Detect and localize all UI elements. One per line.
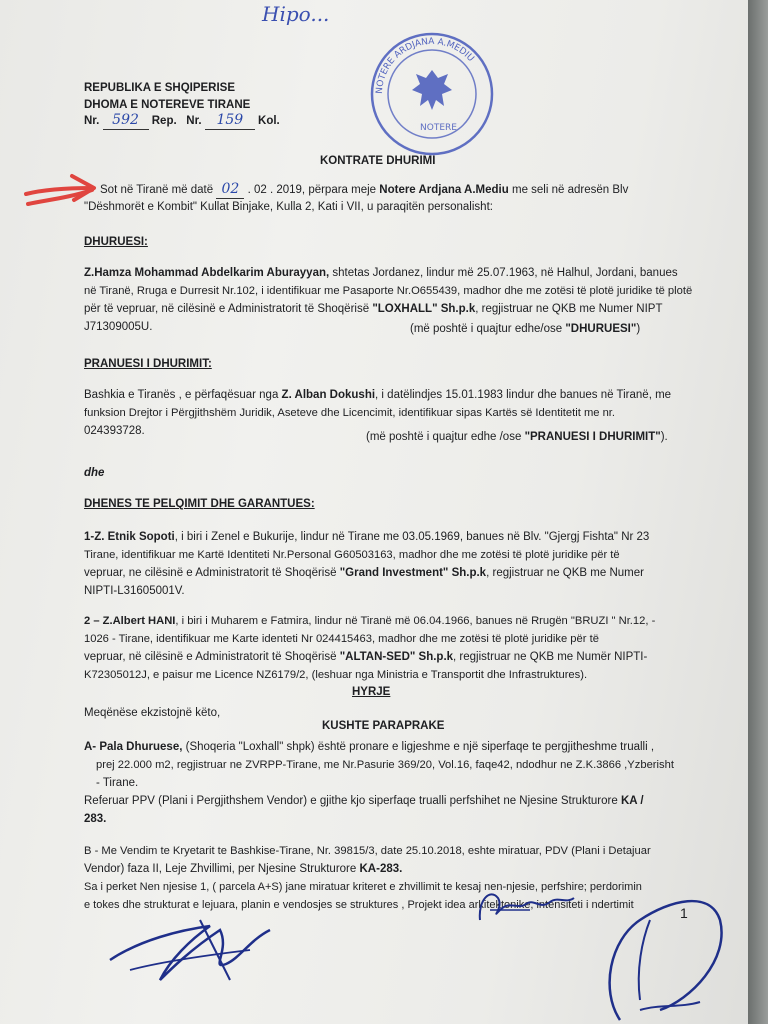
donor-line4: J71309005U. — [84, 321, 153, 333]
clause-a-line4: Referuar PPV (Plani i Pergjithshem Vendor) e gjithe kjo siperfaqe trualli perfshihet ne Njesine Strukturore KA / — [84, 795, 644, 807]
guarantor1-line3: vepruar, ne cilësinë e Administratorit të Shoqërisë "Grand Investment" Sh.p.k, regjistruar ne QKB me Numer — [84, 567, 644, 579]
clause-b-line1: B - Me Vendim te Kryetarit te Bashkise-Tirane, Nr. 39815/3, date 25.10.2018, eshte miratuar, PDV (Plani i Detajuar — [84, 845, 651, 857]
notary-name: Notere Ardjana A.Mediu — [379, 184, 509, 196]
donor-line3: për të vepruar, në cilësinë e Administratorit të Shoqërisë "LOXHALL" Sh.p.k, regjistruar ne QKB me Numer NIPT — [84, 303, 663, 315]
kol-label: Kol. — [258, 115, 280, 127]
recipient-line3: 024393728. — [84, 425, 145, 437]
section-hyrje: HYRJE — [352, 686, 391, 698]
recipient-heading: PRANUESI I DHURIMIT: — [84, 358, 212, 370]
stamp-bottom-text: NOTERE — [420, 123, 457, 133]
header-numbers — [84, 112, 280, 130]
recipient-line2: funksion Drejtor i Përgjithshëm Juridik, Aseteve dhe Licencimit, identifikuar sipas Kartës së Identitetit me nr. — [84, 407, 616, 419]
notary-stamp — [362, 26, 504, 162]
guarantors-heading: DHENES TE PELQIMIT DHE GARANTUES: — [84, 498, 315, 510]
guarantor1-line4: NIPTI-L31605001V. — [84, 585, 185, 597]
kol-value: 159 — [205, 112, 255, 130]
header-republic: REPUBLIKA E SHQIPERISE — [84, 82, 236, 94]
guarantor1-line2: Tirane, identifikuar me Kartë Identiteti Nr.Personal G60503163, madhor dhe me zotësi të plotë juridike për të — [84, 549, 620, 561]
intro-line1: Sot në Tiranë më datë 02 . 02 . 2019, përpara meje Notere Ardjana A.Mediu me seli në adresën Blv — [100, 181, 629, 197]
stamp-ring-text: NOTERE ARDJANA A.MEDIU — [374, 36, 476, 95]
donor-name: Z.Hamza Mohammad Abdelkarim Aburayyan, — [84, 267, 330, 279]
guarantor2-line2: 1026 - Tirane, identifikuar me Karte identeti Nr 024415463, madhor dhe me zotësi të plotë juridike për të — [84, 633, 599, 645]
paper-edge-shadow — [748, 0, 768, 1024]
document-title: KONTRATE DHURIMI — [320, 155, 436, 167]
page-number: 1 — [680, 905, 688, 921]
clause-a-line5: 283. — [84, 813, 107, 825]
clause-a-line2: prej 22.000 m2, regjistruar ne ZVRPP-Tirane, me Nr.Pasurie 369/20, Vol.16, faqe42, ndodhur ne Z.K.3866 ,Yzberisht — [96, 759, 674, 771]
recipient-alias: (më poshtë i quajtur edhe /ose "PRANUESI I DHURIMIT"). — [366, 431, 668, 443]
rep-label: Rep. — [151, 115, 177, 127]
intro-day: 02 — [216, 180, 244, 199]
signature-middle — [470, 880, 580, 930]
donor-alias: (më poshtë i quajtur edhe/ose "DHURUESI") — [410, 323, 641, 335]
clause-b-line2: Vendor) faza II, Leje Zhvillimi, per Njesine Strukturore KA-283. — [84, 863, 403, 875]
signature-right — [580, 880, 750, 1024]
guarantor2-line4: K72305012J, e paisur me Licence NZ6179/2, (leshuar nga Ministria e Transportit dhe Infrastruktures). — [84, 669, 588, 681]
donor-line1: Z.Hamza Mohammad Abdelkarim Aburayyan, shtetas Jordanez, lindur më 25.07.1963, në Halhul, Jordani, banues — [84, 267, 678, 279]
guarantor2-line3: vepruar, në cilësinë e Administratorit të Shoqërisë "ALTAN-SED" Sh.p.k, regjistruar ne QKB me Numër NIPTI- — [84, 651, 648, 663]
guarantor2-line1: 2 – Z.Albert HANI, i biri i Muharem e Fatmira, lindur në Tiranë më 06.04.1966, banues në Rrugën "BRUZI " Nr.12, - — [84, 615, 656, 627]
and-word: dhe — [84, 467, 105, 479]
intro-line2: "Dëshmorët e Kombit" Kullat Binjake, Kulla 2, Kati i VII, u paraqitën personalisht: — [84, 201, 493, 213]
signature-left — [100, 900, 300, 1000]
header-chamber: DHOMA E NOTEREVE TIRANE — [84, 99, 251, 111]
meqenese-line: Meqënëse ekzistojnë këto, — [84, 707, 221, 719]
recipient-line1: Bashkia e Tiranës , e përfaqësuar nga Z. Alban Dokushi, i datëlindjes 15.01.1983 lindur dhe banues në Tiranë, me — [84, 389, 672, 401]
donor-heading: DHURUESI: — [84, 236, 148, 248]
nr2-label: Nr. — [186, 115, 202, 127]
section-kushte: KUSHTE PARAPRAKE — [322, 720, 445, 732]
clause-a-line3: - Tirane. — [96, 777, 139, 789]
nr-label: Nr. — [84, 115, 100, 127]
clause-b-line3: Sa i perket Nen njesise 1, ( parcela A+S) jane miratuar kriteret e zhvillimit te kesaj nen-njesie, perfshire; perdorimin — [84, 881, 642, 893]
nr-value: 592 — [103, 112, 149, 130]
donor-line2: në Tiranë, Rruga e Durresit Nr.102, i identifikuar me Pasaporte Nr.O655439, madhor dhe me zotësi të plotë juridike të plotë — [84, 285, 693, 297]
guarantor1-line1: 1-Z. Etnik Sopoti, i biri i Zenel e Bukurije, lindur në Tirane me 03.05.1969, banues në Blv. "Gjergj Fishta" Nr 23 — [84, 531, 650, 543]
clause-a-line1: A- Pala Dhuruese, (Shoqeria "Loxhall" shpk) është pronare e ligjeshme e një siperfaqe te pergjitheshme trualli , — [84, 741, 655, 753]
handwritten-note: Hipo... — [262, 2, 330, 26]
clause-b-line4: e tokes dhe strukturat e lejuara, planin e vendosjes se struktures , Projekt idea arkitektonike, intensiteti i ndertimit — [84, 899, 634, 911]
